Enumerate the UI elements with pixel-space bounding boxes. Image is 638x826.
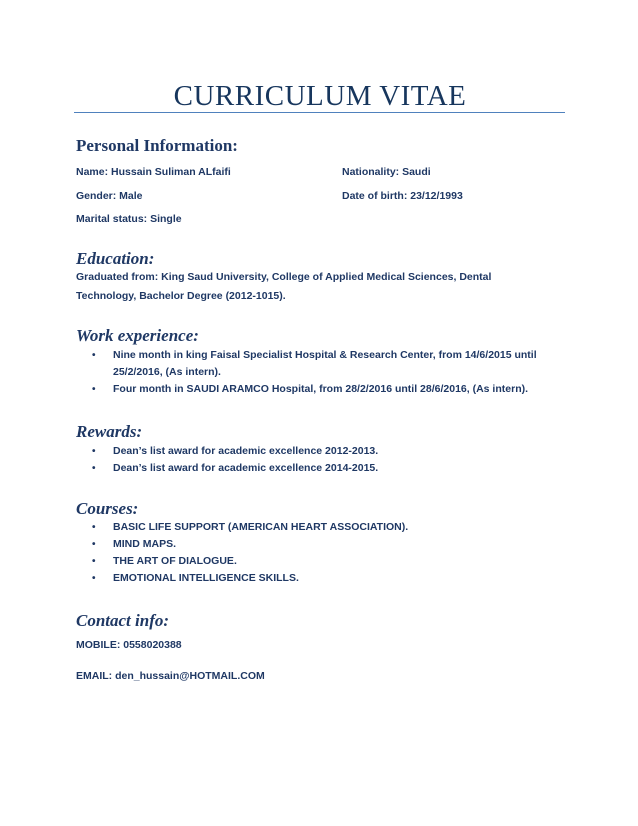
courses-heading: Courses: — [76, 499, 139, 518]
list-item: • Dean’s list award for academic excellence 2012-2013. — [76, 443, 546, 460]
rewards-list — [76, 443, 546, 477]
work-experience-heading: Work experience: — [76, 326, 199, 345]
contact-info-heading: Contact info: — [76, 611, 170, 630]
rewards-heading: Rewards: — [76, 422, 143, 441]
nationality-field: Nationality: Saudi — [342, 166, 431, 178]
bullet-icon: • — [92, 539, 96, 550]
bullet-icon: • — [92, 556, 96, 567]
marital-status-field: Marital status: Single — [76, 213, 182, 225]
email-field: EMAIL: den_hussain@HOTMAIL.COM — [76, 670, 265, 682]
list-item: • Dean’s list award for academic excellence 2014-2015. — [76, 460, 546, 477]
list-item: • Four month in SAUDI ARAMCO Hospital, from 28/2/2016 until 28/6/2016, (As intern). — [76, 381, 546, 398]
bullet-icon: • — [92, 573, 96, 584]
name-field: Name: Hussain Suliman ALfaifi — [76, 166, 231, 178]
bullet-icon: • — [92, 350, 96, 361]
list-item: • EMOTIONAL INTELLIGENCE SKILLS. — [76, 570, 546, 587]
bullet-icon: • — [92, 522, 96, 533]
bullet-icon: • — [92, 446, 96, 457]
personal-info-heading: Personal Information: — [76, 136, 238, 155]
title-underline — [74, 112, 565, 113]
list-item: • BASIC LIFE SUPPORT (AMERICAN HEART ASSOCIATION). — [76, 519, 546, 536]
gender-field: Gender: Male — [76, 190, 143, 202]
courses-list — [76, 519, 546, 587]
list-item: • MIND MAPS. — [76, 536, 546, 553]
list-item: • Nine month in king Faisal Specialist Hospital & Research Center, from 14/6/2015 until 25/2/2016, (As intern). — [92, 349, 537, 378]
education-heading: Education: — [76, 249, 155, 268]
document-title: CURRICULUM VITAE — [173, 80, 467, 112]
dob-field: Date of birth: 23/12/1993 — [342, 190, 463, 202]
bullet-icon: • — [92, 463, 96, 474]
work-experience-list — [76, 347, 546, 398]
bullet-icon: • — [92, 384, 96, 395]
education-text: Graduated from: King Saud University, College of Applied Medical Sciences, Dental Technology, Bachelor Degree (2012-1015). — [76, 271, 492, 302]
mobile-field: MOBILE: 0558020388 — [76, 639, 182, 651]
list-item: • THE ART OF DIALOGUE. — [76, 553, 546, 570]
